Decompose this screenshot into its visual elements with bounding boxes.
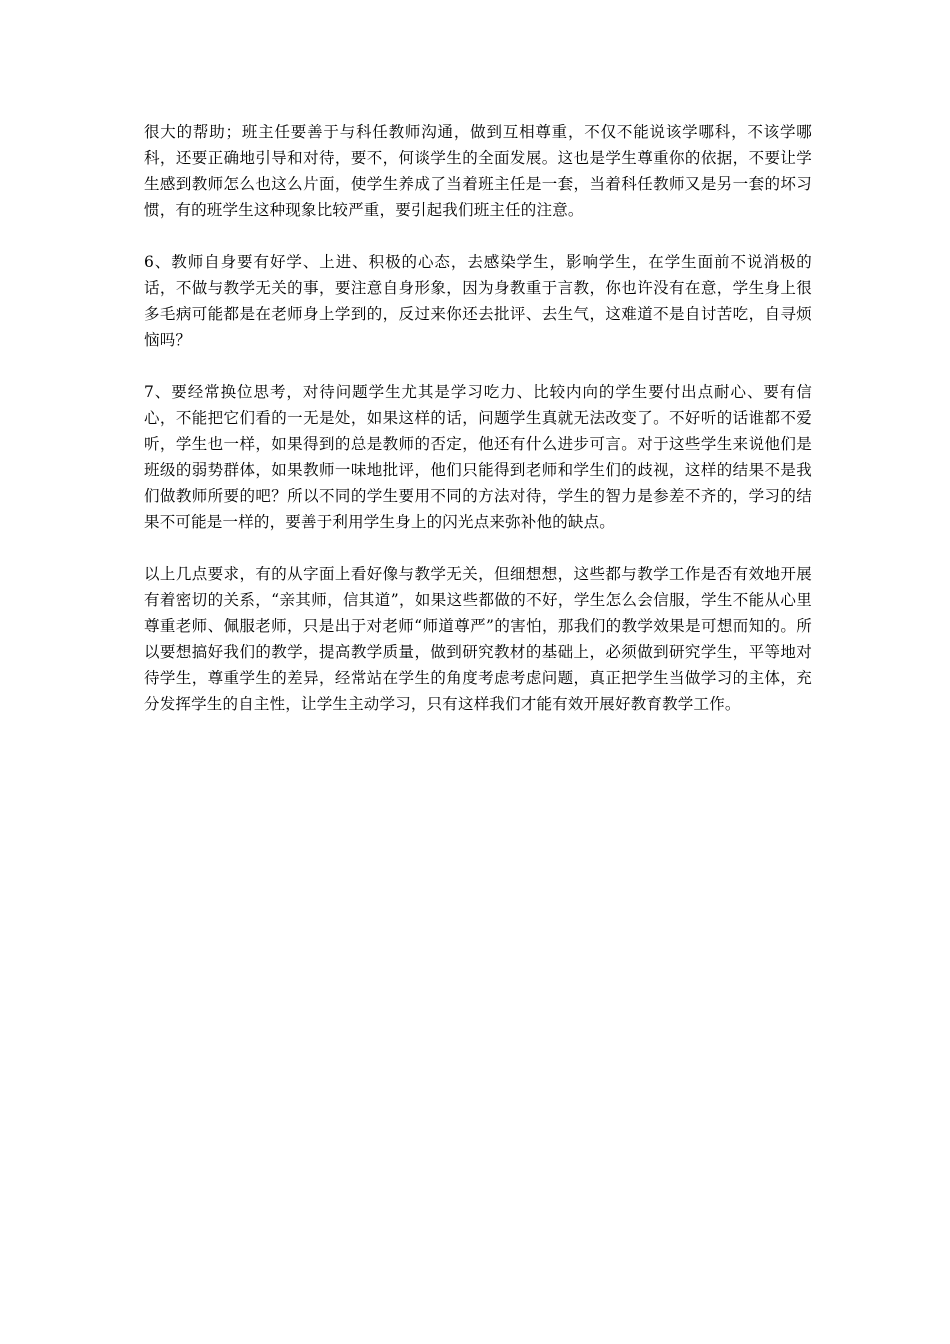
document-body [144,119,812,743]
paragraph-continuation: 很大的帮助；班主任要善于与科任教师沟通，做到互相尊重，不仅不能说该学哪科，不该学哪科，还要正确地引导和对待，要不，何谈学生的全面发展。这也是学生尊重你的依据，不要让学生感到教师怎么也这么片面，使学生养成了当着班主任是一套，当着科任教师又是另一套的坏习惯，有的班学生这种现象比较严重，要引起我们班主任的注意。 [144,123,812,219]
paragraph-point-7: 7、要经常换位思考，对待问题学生尤其是学习吃力、比较内向的学生要付出点耐心、要有信心，不能把它们看的一无是处，如果这样的话，问题学生真就无法改变了。不好听的话谁都不爱听，学生也一样，如果得到的总是教师的否定，他还有什么进步可言。对于这些学生来说他们是班级的弱势群体，如果教师一味地批评，他们只能得到老师和学生们的歧视，这样的结果不是我们做教师所要的吧？所以不同的学生要用不同的方法对待，学生的智力是参差不齐的，学习的结果不可能是一样的，要善于利用学生身上的闪光点来弥补他的缺点。 [144,383,812,531]
paragraph-point-6: 6、教师自身要有好学、上进、积极的心态，去感染学生，影响学生，在学生面前不说消极的话，不做与教学无关的事，要注意自身形象，因为身教重于言教，你也许没有在意，学生身上很多毛病可能都是在老师身上学到的，反过来你还去批评、去生气，这难道不是自讨苦吃，自寻烦恼吗？ [144,253,812,349]
paragraph-conclusion: 以上几点要求，有的从字面上看好像与教学无关，但细想想，这些都与教学工作是否有效地开展有着密切的关系，“亲其师，信其道”，如果这些都做的不好，学生怎么会信服，学生不能从心里尊重老师、佩服老师，只是出于对老师“师道尊严”的害怕，那我们的教学效果是可想而知的。所以要想搞好我们的教学，提高教学质量，做到研究教材的基础上，必须做到研究学生，平等地对待学生，尊重学生的差异，经常站在学生的角度考虑考虑问题，真正把学生当做学习的主体，充分发挥学生的自主性，让学生主动学习，只有这样我们才能有效开展好教育教学工作。 [144,565,812,713]
